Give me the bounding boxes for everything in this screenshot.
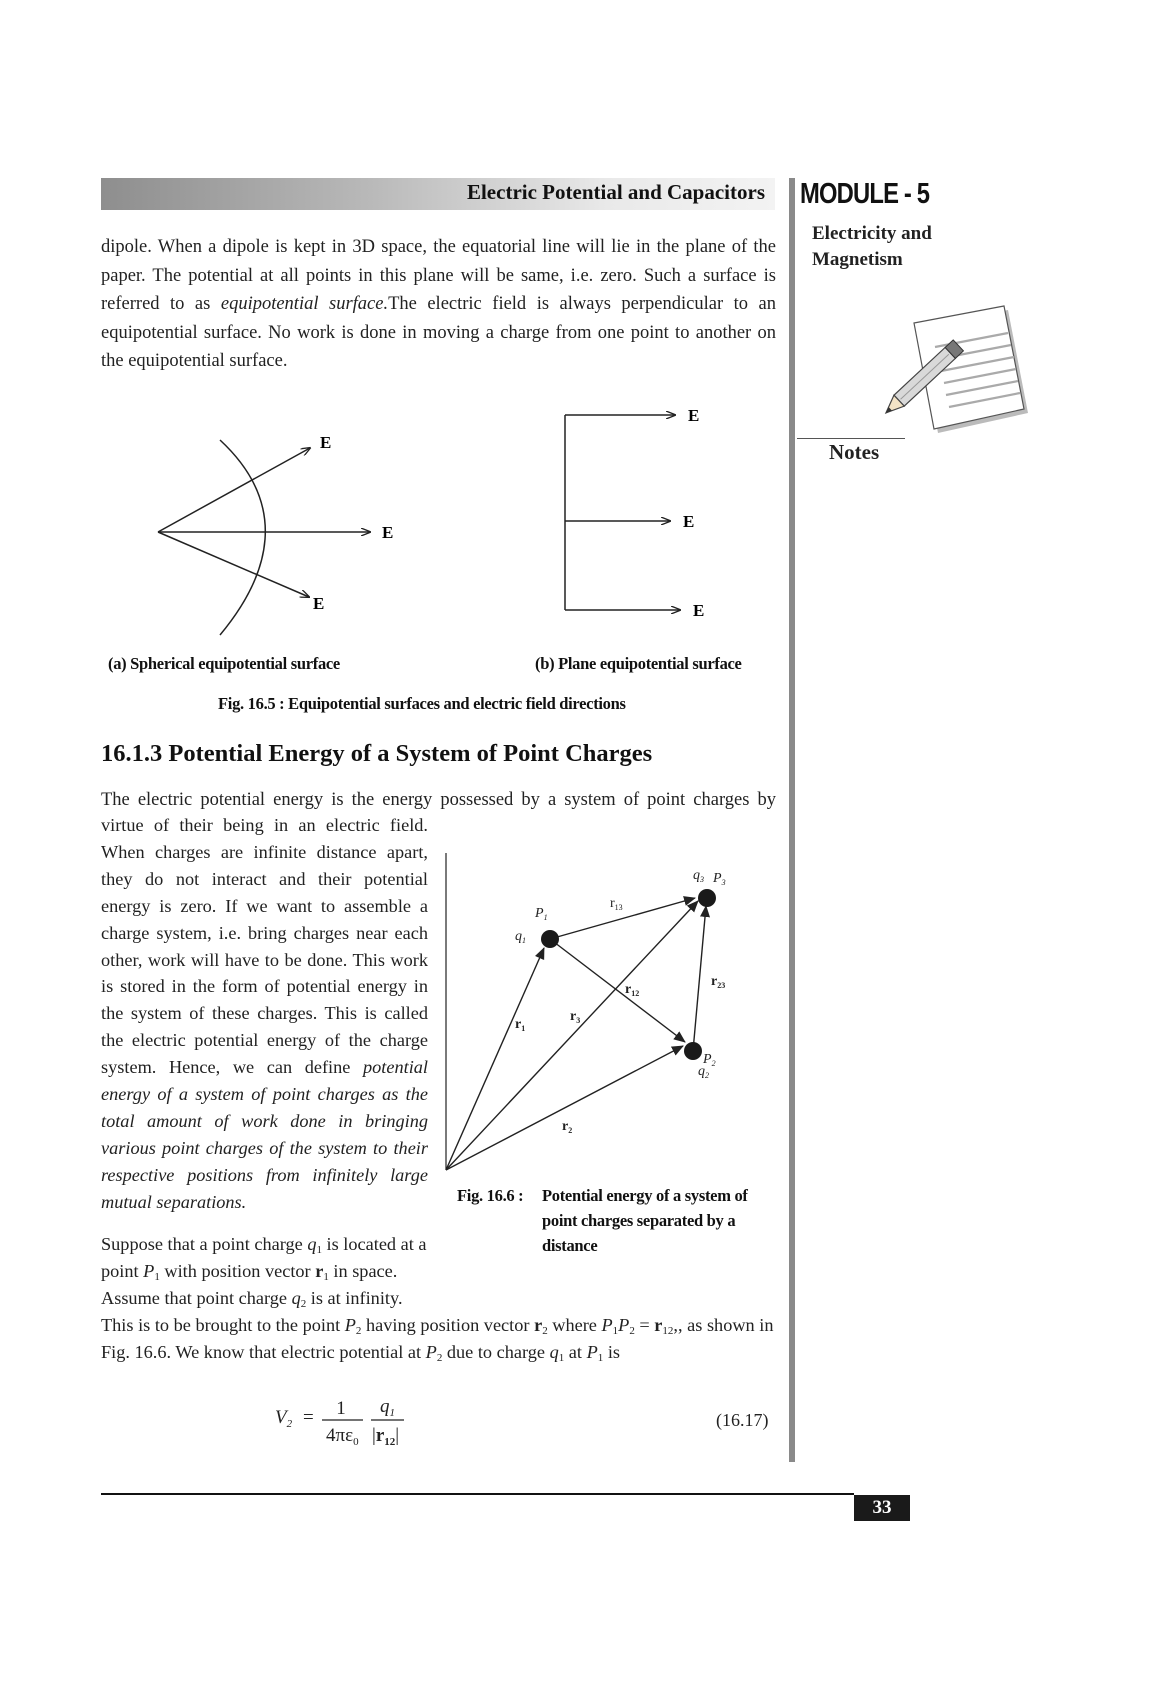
field-label-top: E — [688, 406, 700, 425]
eq-den2: $|r_{12}|$ — [372, 1425, 400, 1448]
vector-r2 — [446, 1046, 683, 1170]
paragraph-bring-charge: This is to be brought to the point $P_2$ having position vector $r_2$ where $P_1P_2 = r_{12}$,, as shown in Fig. 16.6. We know that electric potential at $P_2$ due to charge $q_1$ at $P_1$ is — [101, 1315, 774, 1364]
vector-r1 — [446, 948, 544, 1170]
vector-r12 — [550, 939, 685, 1042]
page-number: 33 — [854, 1495, 910, 1521]
label-r13: $r_{13}$ — [610, 896, 623, 912]
fig166-caption-text: Potential energy of a system of point charges separated by a distance — [542, 1186, 748, 1255]
label-r2: $r_2$ — [562, 1119, 573, 1135]
label-q3: $q_3$ — [693, 868, 704, 884]
label-r3: $r_3$ — [570, 1009, 581, 1025]
label-q2: $q_2$ — [698, 1064, 709, 1080]
potential-energy-definition: potential energy of a system of point charges as the total amount of work done in bringing various point charges of the system to their respective positions from infinitely large mutual separations. — [101, 1057, 428, 1212]
running-header-title: Electric Potential and Capacitors — [466, 180, 765, 204]
header-bar — [101, 178, 775, 210]
field-label-bottom: E — [693, 601, 705, 620]
section-paragraph-first-line: The electric potential energy is the energy possessed by a system of point charges by — [101, 790, 776, 810]
charge-q3 — [698, 889, 716, 907]
intro-text-b: The electric field is always perpendicular to an equipotential surface. No work is done in moving a charge from one point to another on the equipotential surface. — [101, 294, 776, 372]
label-r23: $r_{23}$ — [711, 974, 726, 990]
field-line-lower — [158, 532, 309, 597]
wrapped-text: virtue of their being in an electric field. When charges are infinite distance apart, they do not interact and their potential energy is zero. If we want to assemble a charge system, i.e. bring charges near each other, work will have to be done. This work is stored in the form of potential energy in the system of these charges. This is called the electric potential energy of the charge system. Hence, we can define — [101, 815, 428, 1078]
section-paragraph-wrapped — [101, 812, 428, 1216]
equation-number: (16.17) — [716, 1410, 769, 1430]
eq-num1: 1 — [336, 1398, 346, 1419]
fig165a-caption: (a) Spherical equipotential surface — [108, 654, 340, 673]
charge-q2 — [684, 1042, 702, 1060]
field-label-middle: E — [382, 523, 394, 542]
figure-point-charges — [440, 845, 760, 1175]
section-heading: 16.1.3 Potential Energy of a System of Point Charges — [101, 740, 653, 767]
module-subject-line1: Electricity and — [812, 223, 932, 244]
equation-16-17 — [270, 1390, 770, 1450]
figure-spherical-equipotential — [150, 425, 410, 640]
term-equipotential-surface: equipotential surface. — [220, 294, 389, 315]
field-label-center: E — [683, 512, 695, 531]
field-label-upper: E — [320, 433, 332, 452]
vector-r23 — [693, 906, 706, 1051]
fig166-caption-label: Fig. 16.6 : — [457, 1186, 524, 1205]
label-r12: $r_{12}$ — [625, 982, 640, 998]
charge-q1 — [541, 930, 559, 948]
eq-lhs: $V_2$ — [275, 1407, 293, 1430]
fig165-caption: Fig. 16.5 : Equipotential surfaces and electric field directions — [218, 694, 626, 713]
eq-equals: = — [303, 1407, 314, 1428]
field-label-lower: E — [313, 594, 325, 613]
intro-paragraph — [101, 233, 776, 376]
notes-rule — [797, 438, 905, 439]
notes-label: Notes — [829, 440, 880, 464]
module-title: MODULE - 5 — [800, 178, 930, 210]
notes-pencil-icon — [880, 305, 1030, 435]
equipotential-arc — [220, 440, 265, 635]
margin-divider — [789, 178, 795, 1462]
label-r1: $r_1$ — [515, 1017, 526, 1033]
label-P2: $P_2$ — [703, 1052, 716, 1068]
label-q1: $q_1$ — [515, 929, 526, 945]
paragraph-point-charge: Suppose that a point charge $q_1$ is located at a point $P_1$ with position vector $r_1$ in space. Assume that point charge $q_2$ is at infinity. — [101, 1234, 427, 1310]
footer-rule — [101, 1493, 854, 1495]
label-P3: $P_3$ — [713, 871, 726, 887]
module-subject-line2: Magnetism — [812, 249, 903, 270]
field-line-upper — [158, 448, 310, 532]
eq-num2: $q_1$ — [380, 1396, 395, 1419]
figure-plane-equipotential — [555, 400, 725, 625]
module-subject — [812, 221, 972, 273]
fig165b-caption: (b) Plane equipotential surface — [535, 654, 742, 673]
label-P1: $P_1$ — [535, 906, 548, 922]
intro-text-a: dipole. When a dipole is kept in 3D space, the equatorial line will lie in the plane of the paper. The potential at all points in this plane will be same, i.e. zero. Such a surface is referred to as — [101, 237, 776, 315]
eq-den1: $4\pi\varepsilon_0$ — [326, 1425, 359, 1448]
